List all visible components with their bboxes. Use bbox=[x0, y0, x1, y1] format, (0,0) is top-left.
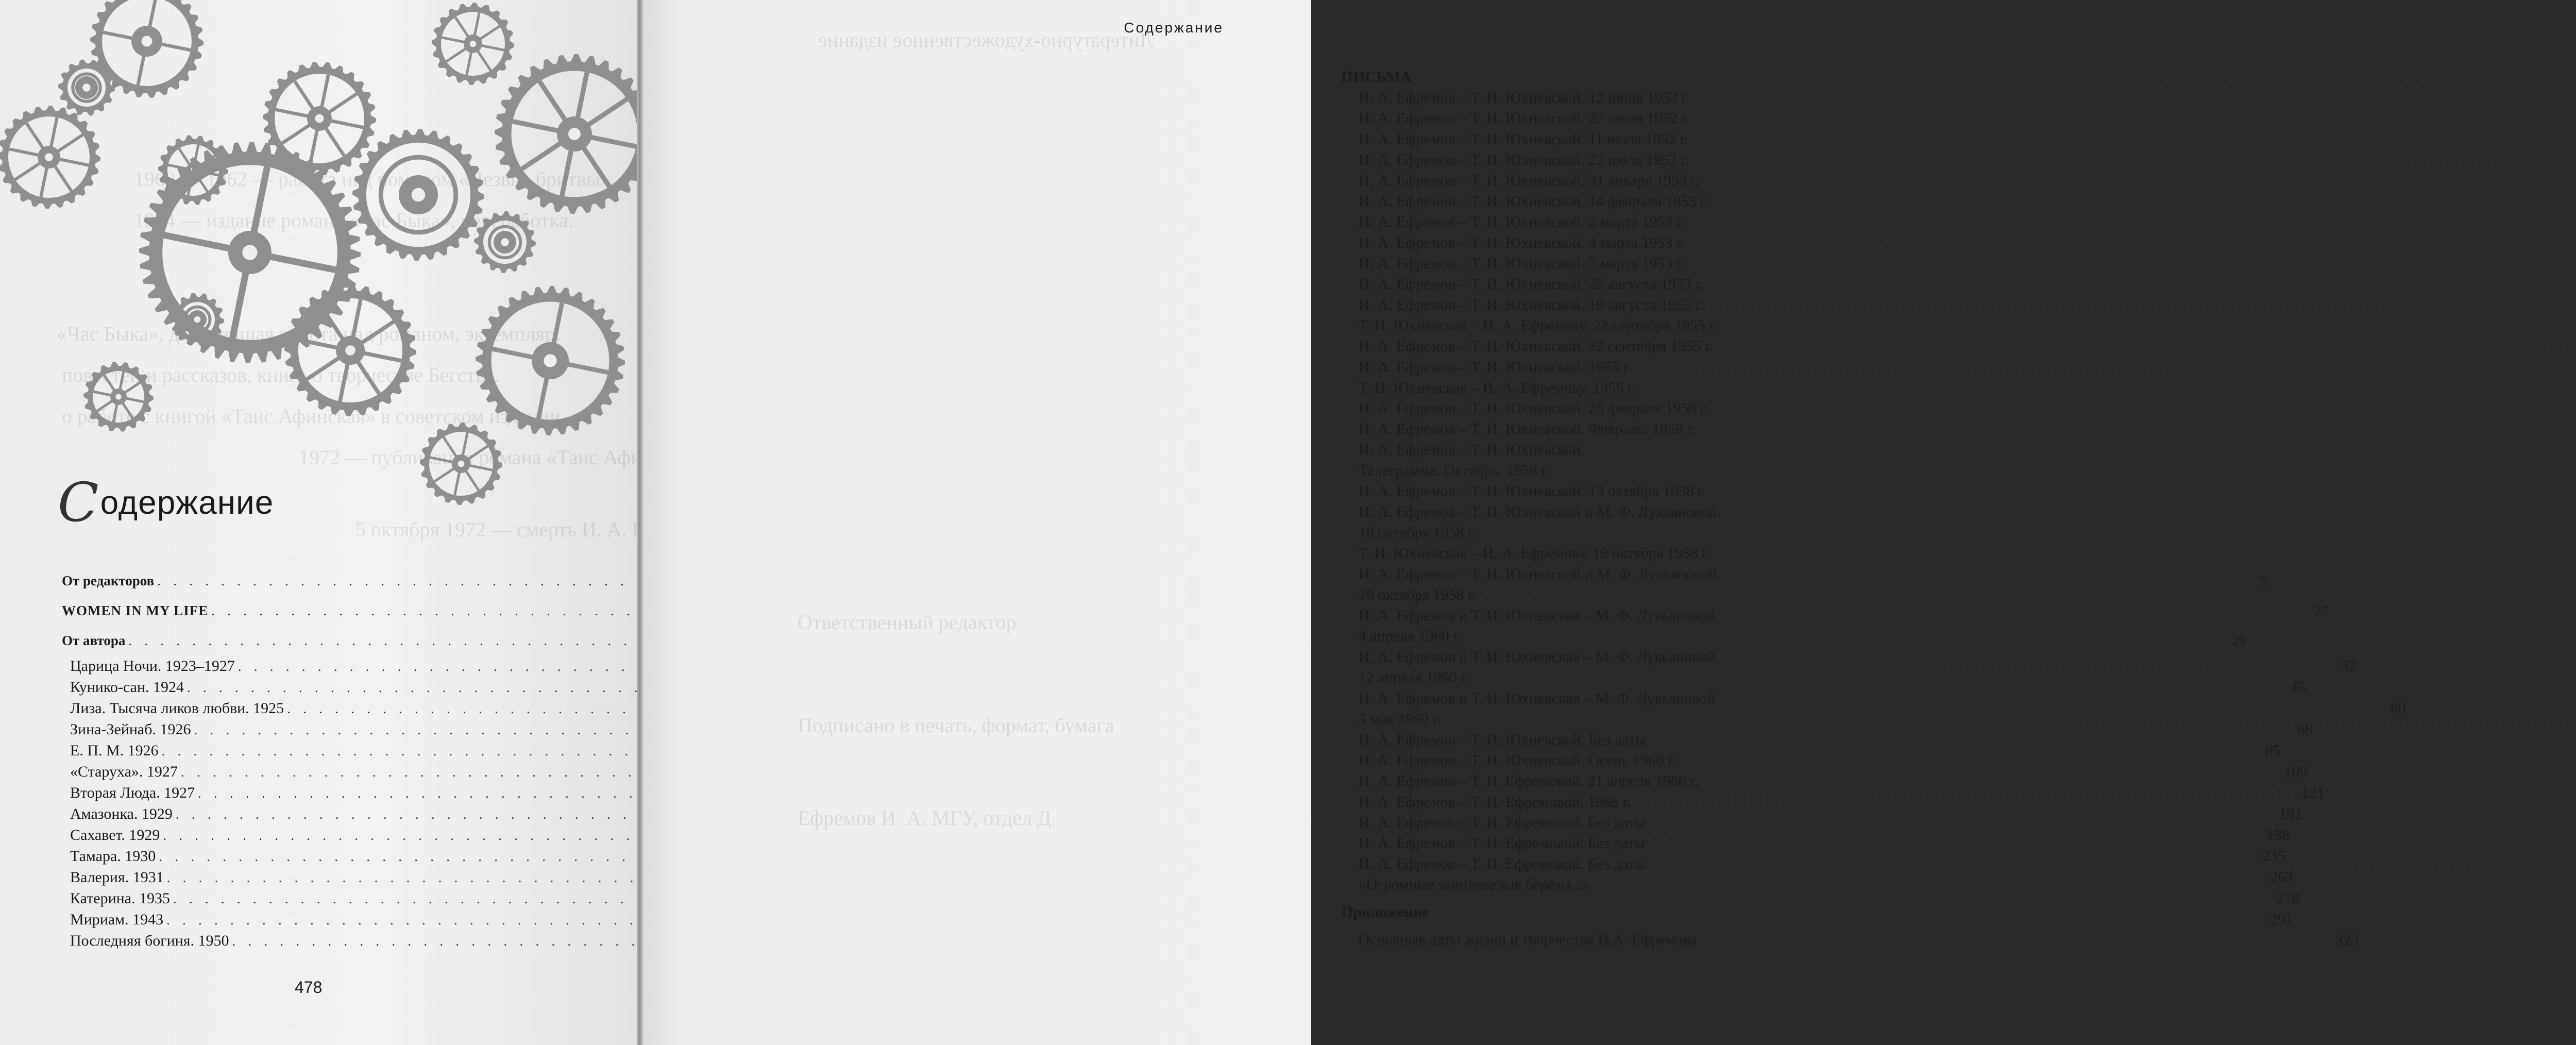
toc-entry bbox=[1341, 88, 1890, 108]
toc-entry-title: И. А. Ефремов и Т. И. Юхневская – М. Ф. Лукьяновой. bbox=[1359, 689, 1719, 707]
toc-entry bbox=[1341, 502, 1890, 522]
toc-entry-title: Основные даты жизни и творчества И.А. Ефремова bbox=[1359, 931, 1698, 948]
toc-entry bbox=[1341, 357, 1890, 378]
toc-entry bbox=[1341, 771, 1890, 791]
toc-entry-title: «Старуха». 1927 bbox=[70, 763, 178, 780]
dot-leader bbox=[1648, 854, 2576, 875]
toc-entry-title: И. А. Ефремов – Т. И. Юхневской. Февраль. 1958 г. bbox=[1359, 420, 1696, 438]
toc-entry-page: 68 bbox=[2297, 721, 2313, 738]
dot-leader bbox=[1480, 585, 2576, 606]
toc-entry-title: Т. И. Юхневская – И. А. Ефремову. 22 сентября 1955 г. bbox=[1359, 317, 1718, 334]
toc-entry-title: WOMEN IN MY LIFE bbox=[62, 603, 209, 618]
dot-leader bbox=[1709, 482, 2576, 502]
toc-entry-title: Приложение bbox=[1341, 903, 1429, 920]
toc-entry-page: 85 bbox=[2265, 742, 2281, 759]
toc-entry bbox=[1341, 212, 1890, 232]
toc-entry-title: 3 мая 1960 г. bbox=[1359, 710, 1441, 728]
dot-leader bbox=[1707, 275, 2576, 295]
toc-entry-title: 12 апреля 1960 г. bbox=[1359, 669, 1469, 686]
running-head: Содержание bbox=[1124, 20, 1224, 36]
toc-entry-page: 5 bbox=[2260, 573, 2268, 588]
dot-leader bbox=[1702, 771, 2576, 792]
toc-entry-title: И. А. Ефремов – Т. И. Юхневской. 11 июля 1952 г. bbox=[1359, 130, 1689, 148]
toc-entry-title: И. А. Ефремов – Т. И. Юхневской. 31 января 1953 г. bbox=[1359, 172, 1699, 189]
toc-entry-title: Сахавет. 1929 bbox=[70, 827, 160, 844]
dot-leader bbox=[1634, 793, 2576, 813]
dot-leader bbox=[1717, 336, 2576, 357]
toc-entry bbox=[1341, 108, 1890, 129]
toc-entry bbox=[1341, 709, 1890, 730]
gear-icon bbox=[432, 3, 514, 85]
toc-entry-title: Валерия. 1931 bbox=[70, 869, 164, 886]
toc-entry-title: И. А. Ефремов – Т. И. Юхневской. 4 марта 1953 г. bbox=[1359, 234, 1685, 251]
dot-leader bbox=[1688, 212, 2576, 233]
toc-entry bbox=[1341, 647, 1890, 667]
dot-leader bbox=[1711, 192, 2576, 212]
page-number: 478 bbox=[295, 978, 323, 997]
toc-entry bbox=[1341, 233, 1890, 254]
toc-entry-page: 323 bbox=[2335, 932, 2359, 949]
toc-entry-title: Е. П. М. 1926 bbox=[70, 742, 159, 759]
toc-entry-title: Царица Ночи. 1923–1927 bbox=[70, 658, 235, 675]
toc-entry bbox=[1341, 750, 1890, 771]
dot-leader bbox=[1693, 109, 2576, 129]
toc-entry bbox=[1341, 605, 1890, 626]
dot-leader bbox=[1707, 295, 2576, 316]
toc-entry bbox=[1341, 129, 1890, 150]
toc-entry-title: Вторая Люда. 1927 bbox=[70, 784, 195, 801]
toc-entry-title: 18 октября 1958 г. bbox=[1359, 524, 1477, 542]
gear-icon bbox=[352, 129, 484, 261]
dot-leader bbox=[1693, 88, 2576, 109]
toc-entry-page: 263 bbox=[2270, 869, 2294, 886]
contents-heading bbox=[58, 464, 274, 534]
toc-entry-title: От редакторов bbox=[62, 573, 155, 588]
toc-entry-title: Мириам. 1943 bbox=[70, 911, 164, 928]
toc-entry bbox=[1341, 833, 1890, 854]
toc-entry-title: И. А. Ефремов – Т. И. Юхневской. Осень 1960 г. bbox=[1359, 752, 1676, 769]
toc-entry-title: И. А. Ефремов – Т. И. Ефремовой. Без даты bbox=[1359, 834, 1645, 852]
toc-entry-title: И. А. Ефремов – Т. И. Юхневской. 18 августа 1955 г. bbox=[1359, 296, 1704, 314]
toc-entry bbox=[1341, 522, 1890, 543]
gear-icon bbox=[474, 211, 536, 273]
dot-leader bbox=[1553, 461, 2576, 482]
toc-entry-title: «Огромные заиндевелые берёзы...» bbox=[1359, 876, 1590, 894]
gear-illustration bbox=[0, 0, 638, 474]
dot-leader bbox=[1702, 171, 2576, 192]
gear-icon bbox=[58, 59, 115, 115]
toc-entry bbox=[1341, 564, 1890, 585]
toc-entry-title: ПИСЬМА bbox=[1341, 69, 1412, 86]
toc-entry bbox=[1341, 543, 1890, 564]
toc-entry-title: Зина-Зейнаб. 1926 bbox=[70, 721, 191, 738]
heading-rest: одержание bbox=[100, 484, 274, 521]
dot-leader bbox=[1594, 875, 2576, 896]
toc-entry-title: Тамара. 1930 bbox=[70, 848, 156, 865]
gear-icon bbox=[83, 362, 154, 431]
toc-entry-title: Последняя богиня. 1950 bbox=[70, 932, 229, 949]
toc-entry-title: И. А. Ефремов – Т. И. Юхневской. 14 февраля 1953 г. bbox=[1359, 193, 1709, 210]
toc-entry bbox=[1341, 440, 1890, 460]
dot-leader bbox=[1679, 751, 2576, 771]
toc-entry-page: 278 bbox=[2276, 890, 2300, 907]
toc-entry-title: И. А. Ефремов – Т. И. Ефремовой. 21 апреля 1966 г. bbox=[1359, 772, 1699, 790]
toc-entry-title: Катерина. 1935 bbox=[70, 890, 171, 907]
gear-icon bbox=[284, 284, 416, 416]
dot-leader bbox=[1699, 419, 2576, 440]
toc-entry-title: И. А. Ефремов и Т. И. Юхневская – М. Ф. Лукьяновой. bbox=[1359, 606, 1719, 624]
toc-entry-title: И. А. Ефремов – Т. И. Юхневской и М. Ф. Лукьяновой. bbox=[1359, 503, 1721, 520]
toc-entry bbox=[1341, 378, 1890, 398]
toc-entry-title: И. А. Ефремов – Т. И. Юхневской. 25 августа 1953 г. bbox=[1359, 275, 1704, 293]
heading-initial: С bbox=[58, 471, 99, 534]
dot-leader bbox=[1700, 930, 2576, 951]
toc-entry-title: 4 апреля 1960 г. bbox=[1359, 628, 1462, 645]
toc-entry bbox=[1341, 171, 1890, 191]
toc-entry-title: И. А. Ефремов – Т. И. Юхневской. 2 марта 1953 г. bbox=[1359, 213, 1685, 231]
toc-entry bbox=[1341, 813, 1890, 833]
toc-entry-title: И. А. Ефремов – Т. И. Юхневской и М. Ф. Лукьяновой. bbox=[1359, 565, 1721, 583]
toc-entry-page: 109 bbox=[2284, 763, 2308, 780]
toc-entry bbox=[1341, 254, 1890, 274]
toc-entry-title: И. А. Ефремов – Т. И. Юхневской. Без даты bbox=[1359, 731, 1646, 748]
toc-entry-title: И. А. Ефремов – Т. И. Юхневской. bbox=[1359, 441, 1585, 459]
toc-entry-page: 291 bbox=[2269, 911, 2293, 928]
toc-entry bbox=[1341, 626, 1890, 647]
toc-entry bbox=[1341, 295, 1890, 315]
toc-entry bbox=[1341, 150, 1890, 171]
dot-leader bbox=[1472, 668, 2576, 688]
dot-leader bbox=[1444, 710, 2576, 730]
toc-entry bbox=[1341, 667, 1890, 688]
toc-entry bbox=[1341, 315, 1890, 336]
toc-entry bbox=[1341, 874, 1890, 895]
toc-entry-page: 27 bbox=[2314, 603, 2329, 618]
dot-leader bbox=[1480, 523, 2576, 544]
toc-entry bbox=[1341, 67, 1890, 88]
dot-leader bbox=[1721, 316, 2576, 336]
toc-entry bbox=[1341, 902, 1890, 922]
toc-entry bbox=[1341, 930, 1890, 950]
toc-entry-page: 29 bbox=[2231, 633, 2246, 648]
dot-leader bbox=[1714, 544, 2576, 564]
toc-entry-title: И. А. Ефремов – Т. И. Юхневской. 22 июля 1952 г. bbox=[1359, 151, 1689, 168]
toc-entry-page: 191 bbox=[2279, 805, 2302, 822]
gear-icon bbox=[420, 423, 502, 505]
left-page: 1960 — 1962 — работа над романом «Лезвие бритвы». 1964 — издание романа «Час Быка», переработка. «Час Быка», дальнейшая над романом, экземпляр. повестей и рассказов, книга о творчестве Бегства. о работе с книгой «Таис Афинская» в советском издании. 1972 — публикация романа «Таис Афинская». 5 октября 1972 — смерть И. А. Ефремова. Содержание От редакторов . . . 5 WOMEN IN MY LIFE . . . 27 От автора . . . 29 Царица Ночи. 1923–1927 . . . 32 Кунико-сан. 1924 . . . 45 Лиза. Тысяча ликов любви. 1925 . . . 60 Зина-Зейнаб. 1926 . . . 68 Е. П. М. 1926 . . . 85 «Старуха». 1927 . . . 109 Вторая Люда. 1927 . . . 121 Амазонка. 1929 . . . 191 Сахавет. 1929 . . . 198 Тамара. 1930 . . . 235 Валерия. 1931 . . . 263 Катерина. 1935 . . . 278 Мириам. 1943 . . . 291 Последняя богиня. 1950 . . . 323 478 bbox=[0, 0, 638, 1045]
gear-icon bbox=[476, 286, 625, 435]
toc-entry-page: 235 bbox=[2262, 848, 2285, 865]
toc-entry-title: И. А. Ефремов – Т. И. Ефремовой. Без даты bbox=[1359, 855, 1645, 873]
toc-entry-title: И. А. Ефремов – Т. И. Юхневской. 13 октября 1958 г. bbox=[1359, 482, 1706, 500]
dot-leader bbox=[1465, 627, 2576, 647]
toc-entry-title: И. А. Ефремов – Т. И. Юхневской. 1955 г. bbox=[1359, 358, 1632, 376]
dot-leader bbox=[1648, 834, 2576, 854]
toc-entry bbox=[1341, 481, 1890, 502]
toc-entry-title: И. А. Ефремов – Т. И. Юхневской. 7 марта 1953 г. bbox=[1359, 255, 1685, 272]
toc-entry-title: И. А. Ефремов – Т. И. Юхневской. 25 февраля 1958 г. bbox=[1359, 400, 1709, 417]
toc-entry bbox=[1341, 730, 1890, 750]
toc-entry-title: И. А. Ефремов – Т. И. Юхневской. 12 июня 1952 г. bbox=[1359, 89, 1690, 107]
gear-icon bbox=[495, 54, 654, 214]
toc-entry-page: 121 bbox=[2301, 784, 2325, 801]
toc-entry-title: Кунико-сан. 1924 bbox=[70, 679, 184, 696]
dot-leader bbox=[1691, 130, 2576, 150]
toc-entry-title: И. А. Ефремов – Т. И. Ефремовой. Без даты bbox=[1359, 814, 1645, 831]
dot-leader bbox=[1415, 68, 2576, 88]
toc-entry bbox=[1341, 688, 1890, 709]
toc-entry bbox=[1341, 398, 1890, 419]
gear-icon bbox=[0, 106, 100, 209]
toc-entry-title: И. А. Ефремов – Т. И. Ефремовой. 1966 г. bbox=[1359, 793, 1631, 811]
dot-leader bbox=[1711, 399, 2576, 419]
toc-entry-title: И. А. Ефремов – Т. И. Юхневской. 22 сентября 1955 г. bbox=[1359, 338, 1714, 355]
toc-entry bbox=[1341, 792, 1890, 813]
toc-entry bbox=[1341, 191, 1890, 212]
toc-entry-page: 60 bbox=[2390, 700, 2406, 717]
toc-right-list bbox=[1341, 67, 1890, 950]
toc-entry-title: И. А. Ефремов и Т. И. Юхневская – М. Ф. Лукьяновой. bbox=[1359, 648, 1719, 666]
toc-entry-title: Амазонка. 1929 bbox=[70, 805, 173, 822]
toc-entry-title: Лиза. Тысяча ликов любви. 1925 bbox=[70, 700, 284, 717]
toc-entry bbox=[1341, 336, 1890, 357]
toc-entry-title: И. А. Ефремов – Т. И. Юхневской. 27 июня 1952 г. bbox=[1359, 110, 1690, 127]
toc-entry-title: Т. И. Юхневская – И. А. Ефремову. 1955 г. bbox=[1359, 379, 1636, 396]
dot-leader bbox=[1688, 233, 2576, 254]
toc-entry-title: Т. И. Юхневская – И. А. Ефремову. 19 октября 1958 г. bbox=[1359, 545, 1710, 562]
right-page: Литературно-художественное издание Ответственный редактор Подписано в печать, формат, бумага Ефремов И. А. МГУ, отдел Д. Содержание ПИСЬМА . . . И. А. Ефремов – Т. И. Юхневской. 12 июня 1952 г. . . . И. А. Ефремов – Т. И. Юхневской. 27 июня 1952 г. . . . И. А. Ефремов – Т. И. Юхневской. 11 июля 1952 г. . . . И. А. Ефремов – Т. И. Юхневской. 22 июля 1952 г. . . . И. А. Ефремов – Т. И. Юхневской. 31 января 1953 г. . . . И. А. Ефремов – Т. И. Юхневской. 14 февраля 1953 г. . . . И. А. Ефремов – Т. И. Юхневской. 2 марта 1953 г. . . . И. А. Ефремов – Т. И. Юхневской. 4 марта 1953 г. . . . И. А. Ефремов – Т. И. Юхневской. 7 марта 1953 г. . . . И. А. Ефремов – Т. И. Юхневской. 25 августа 1953 г. . . . И. А. Ефремов – Т. И. Юхневской. 18 августа 1955 г. . . . Т. И. Юхневская – И. А. Ефремову. 22 сентября 1955 г. . . . И. А. Ефремов – Т. И. Юхневской. 22 сентября 1955 г. . . . И. А. Ефремов – Т. И. Юхневской. 1955 г. . . . Т. И. Юхневская – И. А. Ефремову. 1955 г. . . . И. А. Ефремов – Т. И. Юхневской. 25 февраля 1958 г. . . . И. А. Ефремов – Т. И. Юхневской. Февраль. 1958 г. . . . И. А. Ефремов – Т. И. Юхневской. Телеграмма. Октябрь. 1958 г. . . . И. А. Ефремов – Т. И. Юхневской. 13 октября 1958 г. . . . И. А. Ефремов – Т. И. Юхневской и М. Ф. Лукьяновой. 18 октября 1958 г. . . . Т. И. Юхневская – И. А. Ефремову. 19 октября 1958 г. . . . И. А. Ефремов – Т. И. Юхневской и М. Ф. Лукьяновой. 26 октября 1958 г. . . . И. А. Ефремов и Т. И. Юхневская – М. Ф. Лукьяновой. 4 апреля 1960 г. . . . И. А. Ефремов и Т. И. Юхневская – М. Ф. Лукьяновой. 12 апреля 1960 г. . . . И. А. Ефремов и Т. И. Юхневская – М. Ф. Лукьяновой. 3 мая 1960 г. . . . И. А. Ефремов – Т. И. Юхневской. Без даты . . . И. А. Ефремов – Т. И. Юхневской. Осень 1960 г. . . . И. А. Ефремов – Т. И. Ефремовой. 21 апреля 1966 г. . . . И. А. Ефремов – Т. И. Ефремовой. 1966 г. . . . И. А. Ефремов – Т. И. Ефремовой. Без даты . . . И. А. Ефремов – Т. И. Ефремовой. Без даты . . . И. А. Ефремов – Т. И. Ефремовой. Без даты . . . «Огромные заиндевелые берёзы...» . . . Приложение Основные даты жизни и творчества И.А. Ефремова . . . bbox=[643, 0, 1311, 1045]
toc-entry-title: 26 октября 1958 г. bbox=[1359, 586, 1477, 603]
dot-leader bbox=[1648, 813, 2576, 834]
toc-entry-page: 32 bbox=[2341, 658, 2357, 675]
toc-entry bbox=[1341, 419, 1890, 440]
toc-entry-page: 45 bbox=[2290, 679, 2306, 696]
toc-entry-title: От автора bbox=[62, 633, 126, 648]
dot-leader bbox=[1639, 378, 2576, 399]
dot-leader bbox=[1649, 730, 2576, 751]
toc-entry bbox=[62, 888, 2300, 909]
dot-leader bbox=[1688, 254, 2576, 275]
toc-entry bbox=[1341, 585, 1890, 605]
toc-entry-page: 198 bbox=[2266, 827, 2290, 844]
dot-leader bbox=[1635, 358, 2576, 378]
gear-icon bbox=[139, 142, 361, 363]
toc-entry bbox=[1341, 461, 1890, 481]
dot-leader bbox=[1692, 150, 2576, 171]
toc-entry bbox=[1341, 854, 1890, 874]
toc-entry bbox=[1341, 274, 1890, 295]
toc-entry-title: Телеграмма. Октябрь. 1958 г. bbox=[1359, 462, 1550, 479]
